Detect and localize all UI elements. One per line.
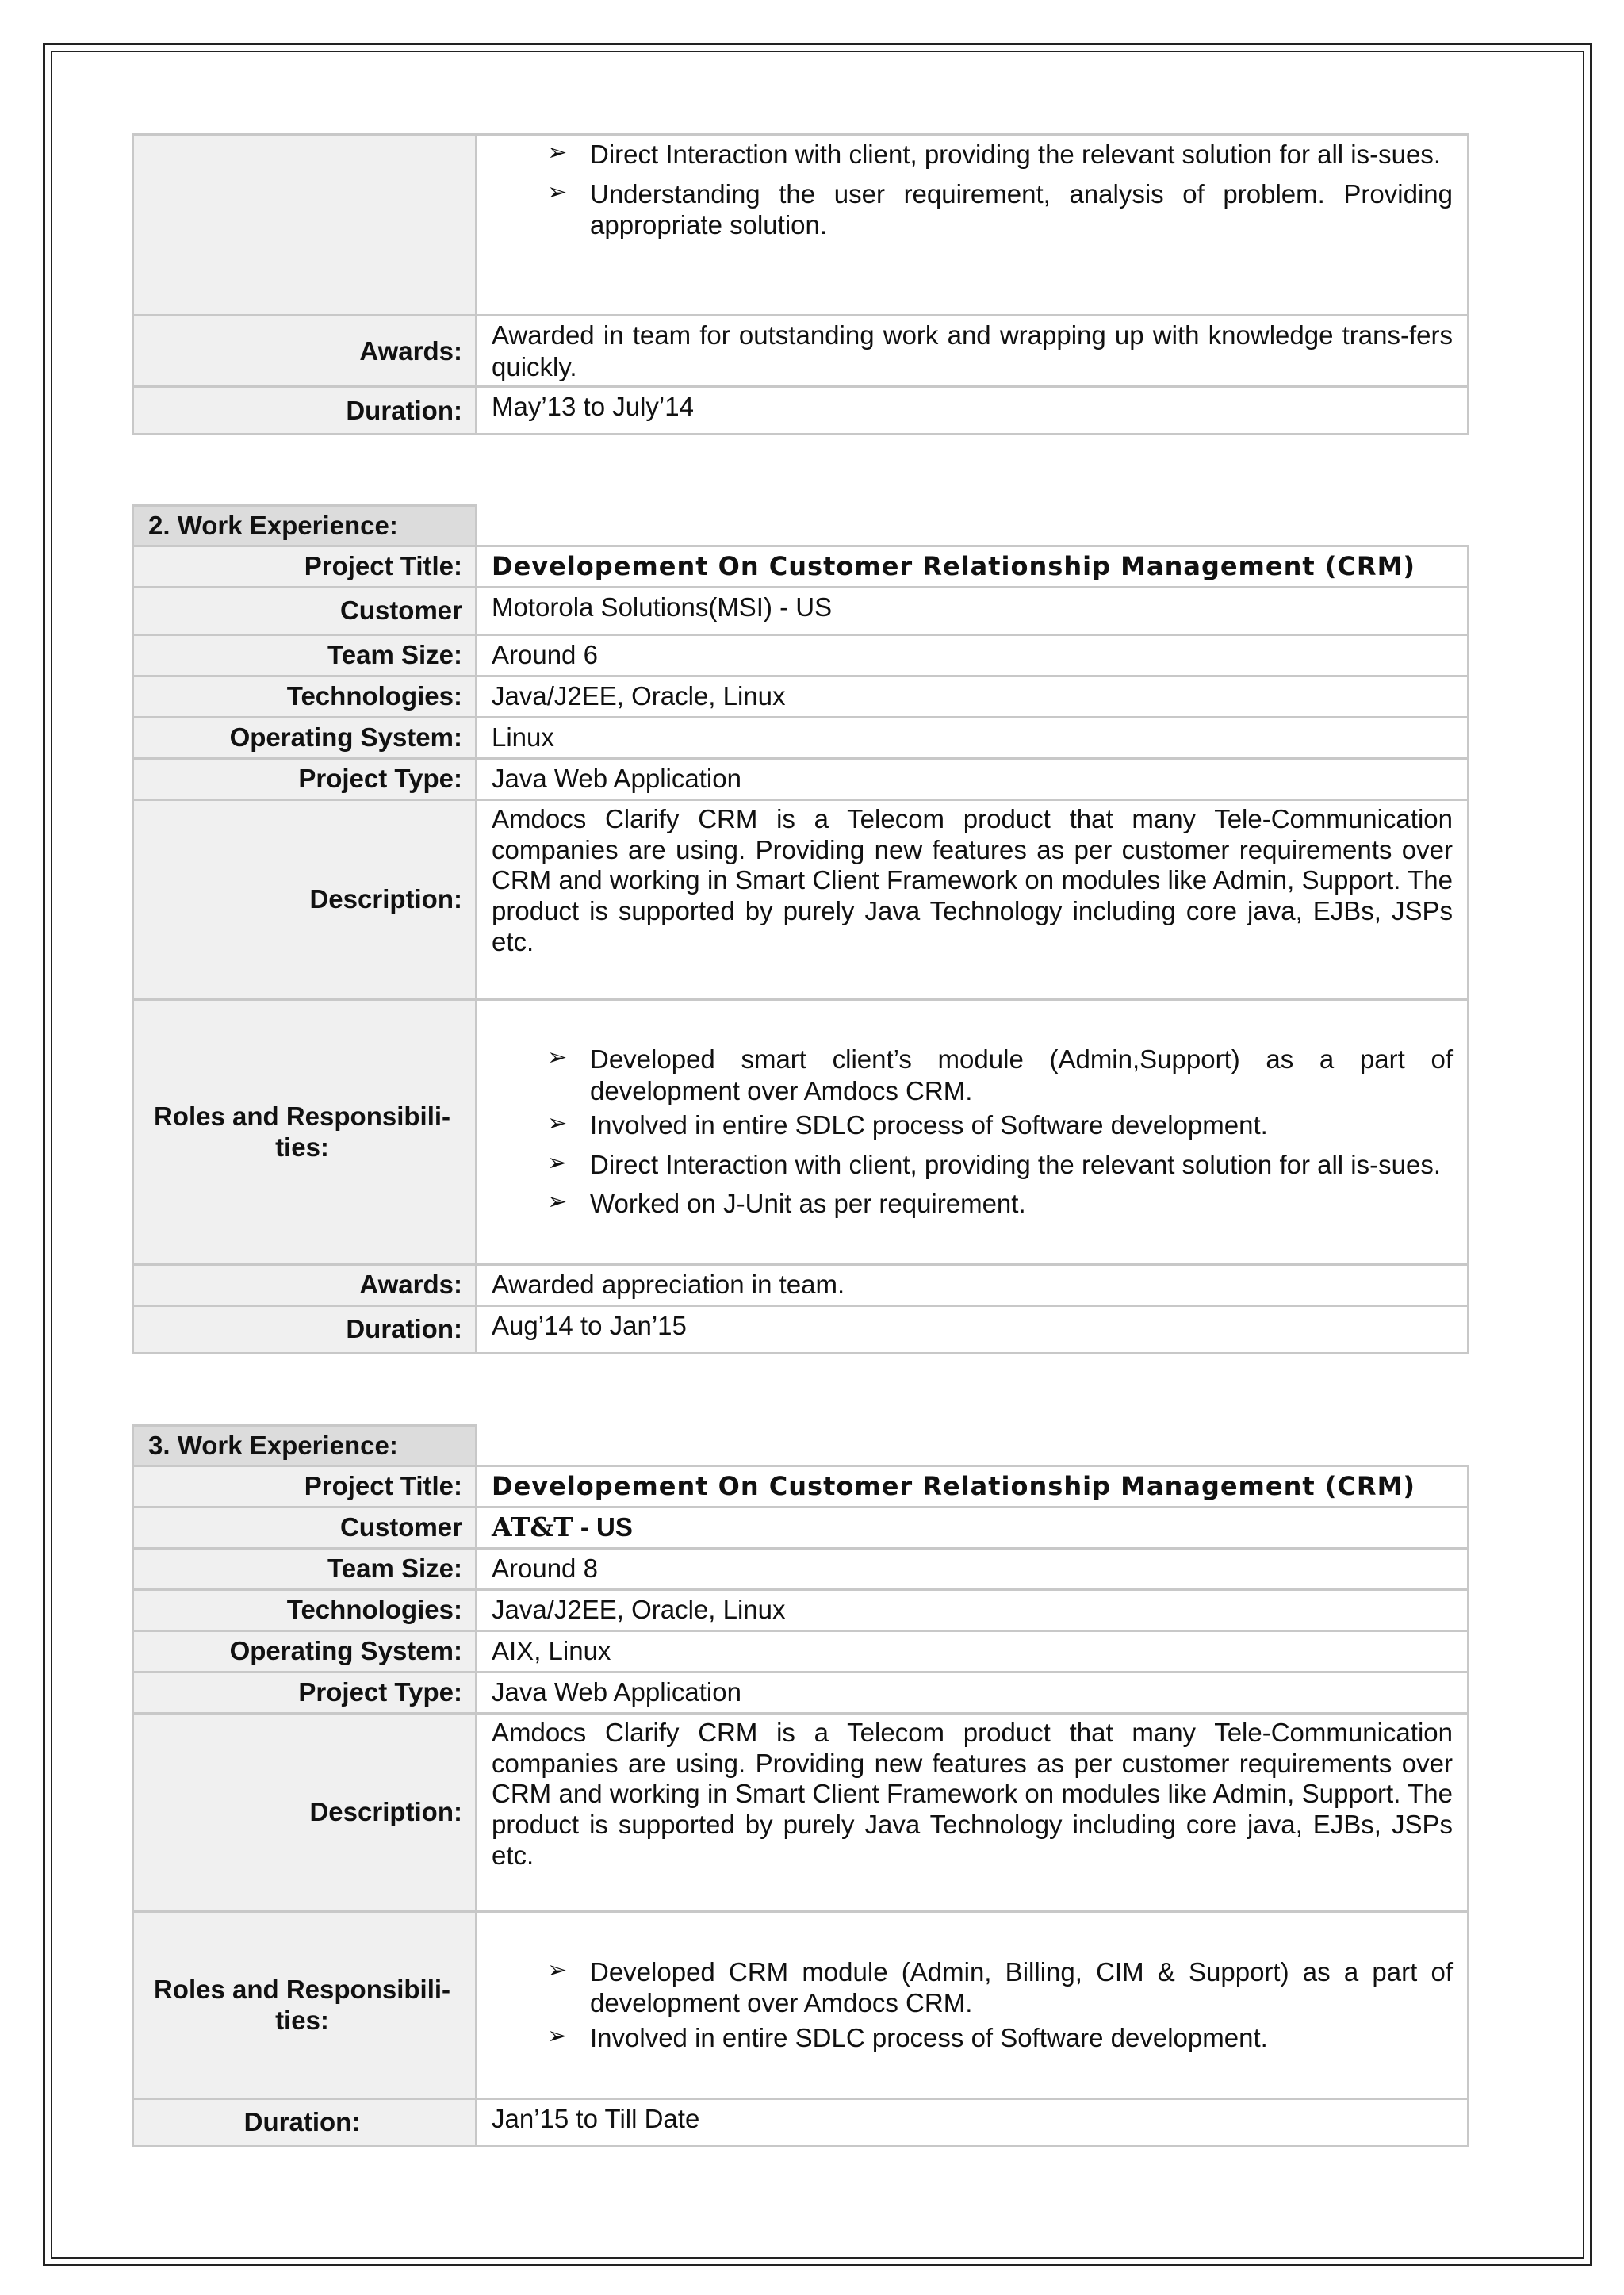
- operating-system-value: Linux: [477, 717, 1469, 758]
- customer-name: AT&T: [492, 1511, 573, 1543]
- experience-1-continued-table: [132, 133, 1469, 435]
- header-spacer: [477, 1426, 1469, 1466]
- description-value: Amdocs Clarify CRM is a Telecom product that many Tele-Communication companies are using. Providing new features as per customer requirements over CRM and working in Smart Client Framework on modules like Admin, Support. The product is supported by purely Java Technology including core java, EJBs, JSPs etc.: [477, 799, 1469, 999]
- arrowhead-bullet-icon: ➢: [547, 178, 568, 205]
- duration-value: Aug’14 to Jan’15: [477, 1305, 1469, 1353]
- operating-system-label: Operating System:: [133, 717, 477, 758]
- list-item: ➢ Developed CRM module (Admin, Billing, CIM & Support) as a part of development over Amdocs CRM.: [547, 1956, 1453, 2018]
- list-item: ➢ Developed smart client’s module (Admin,Support) as a part of development over Amdocs CRM.: [547, 1044, 1453, 1105]
- arrowhead-bullet-icon: ➢: [547, 2022, 568, 2049]
- project-type-label: Project Type:: [133, 758, 477, 799]
- experience-2-table: [132, 504, 1469, 1354]
- team-size-value: Around 6: [477, 634, 1469, 676]
- awards-value: Awarded in team for outstanding work and wrapping up with knowledge trans-fers quickly.: [477, 316, 1469, 387]
- project-title-value: Developement On Customer Relationship Management (CRM): [477, 1466, 1469, 1507]
- duration-value: May’13 to July’14: [477, 387, 1469, 435]
- technologies-value: Java/J2EE, Oracle, Linux: [477, 1589, 1469, 1630]
- customer-label: Customer: [133, 1507, 477, 1548]
- description-value: Amdocs Clarify CRM is a Telecom product that many Tele-Communication companies are using. Providing new features as per customer requirements over CRM and working in Smart Client Framework on modules like Admin, Support. The product is supported by purely Java Technology including core java, EJBs, JSPs etc.: [477, 1713, 1469, 1911]
- roles-label: Roles and Responsibili-ties:: [133, 999, 477, 1264]
- customer-value: [477, 1507, 1469, 1548]
- arrowhead-bullet-icon: ➢: [547, 1149, 568, 1176]
- operating-system-label: Operating System:: [133, 1630, 477, 1672]
- awards-label: Awards:: [133, 1264, 477, 1305]
- project-title-label: Project Title:: [133, 546, 477, 587]
- section-header: 3. Work Experience:: [133, 1426, 477, 1466]
- arrowhead-bullet-icon: ➢: [547, 1044, 568, 1071]
- team-size-value: Around 8: [477, 1548, 1469, 1589]
- duration-label: Duration:: [133, 1305, 477, 1353]
- customer-label: Customer: [133, 587, 477, 634]
- project-title-value: Developement On Customer Relationship Management (CRM): [477, 546, 1469, 587]
- list-item: ➢ Involved in entire SDLC process of Software development.: [547, 1110, 1268, 1140]
- experience-3-table: [132, 1424, 1469, 2147]
- roles-cell: [477, 135, 1469, 316]
- description-label: Description:: [133, 1713, 477, 1911]
- list-item: ➢ Involved in entire SDLC process of Software development.: [547, 2022, 1268, 2052]
- team-size-label: Team Size:: [133, 1548, 477, 1589]
- duration-label: Duration:: [133, 387, 477, 435]
- awards-value: Awarded appreciation in team.: [477, 1264, 1469, 1305]
- section-header: 2. Work Experience:: [133, 506, 477, 546]
- customer-value: Motorola Solutions(MSI) - US: [477, 587, 1469, 634]
- roles-label: Roles and Responsibili-ties:: [133, 1911, 477, 2098]
- roles-label-empty: [133, 135, 477, 316]
- roles-cell: [477, 1911, 1469, 2098]
- arrowhead-bullet-icon: ➢: [547, 140, 568, 166]
- header-spacer: [477, 506, 1469, 546]
- project-title-label: Project Title:: [133, 1466, 477, 1507]
- duration-label: Duration:: [133, 2098, 477, 2146]
- team-size-label: Team Size:: [133, 634, 477, 676]
- technologies-label: Technologies:: [133, 676, 477, 717]
- awards-label: Awards:: [133, 316, 477, 387]
- list-item: ➢ Worked on J-Unit as per requirement.: [547, 1189, 1026, 1219]
- customer-suffix: - US: [573, 1512, 633, 1542]
- project-type-label: Project Type:: [133, 1672, 477, 1713]
- list-item: ➢ Understanding the user requirement, analysis of problem. Providing appropriate solution.: [547, 178, 1453, 240]
- list-item: ➢ Direct Interaction with client, providing the relevant solution for all is-sues.: [547, 1149, 1441, 1179]
- list-item: ➢ Direct Interaction with client, providing the relevant solution for all is-sues.: [547, 140, 1441, 169]
- project-type-value: Java Web Application: [477, 758, 1469, 799]
- arrowhead-bullet-icon: ➢: [547, 1110, 568, 1137]
- technologies-value: Java/J2EE, Oracle, Linux: [477, 676, 1469, 717]
- project-type-value: Java Web Application: [477, 1672, 1469, 1713]
- duration-value: Jan’15 to Till Date: [477, 2098, 1469, 2146]
- operating-system-value: AIX, Linux: [477, 1630, 1469, 1672]
- roles-cell: [477, 999, 1469, 1264]
- technologies-label: Technologies:: [133, 1589, 477, 1630]
- arrowhead-bullet-icon: ➢: [547, 1189, 568, 1216]
- arrowhead-bullet-icon: ➢: [547, 1956, 568, 1983]
- description-label: Description:: [133, 799, 477, 999]
